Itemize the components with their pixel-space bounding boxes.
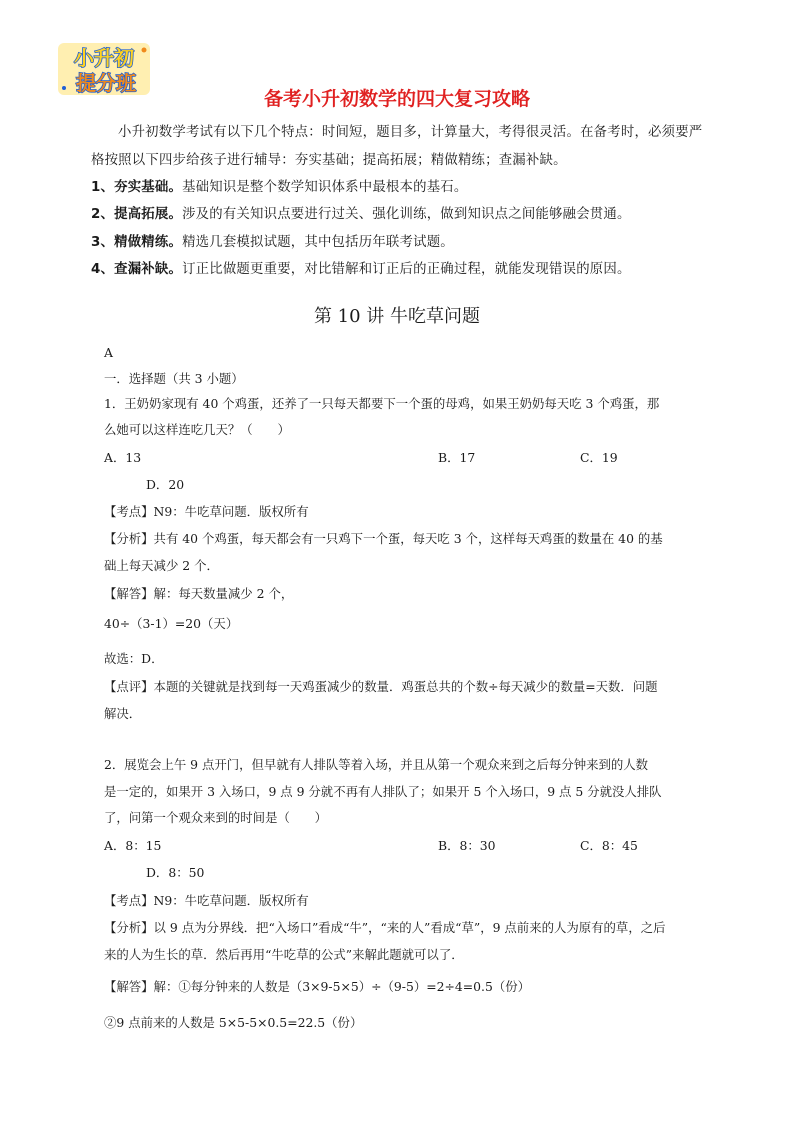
q1-dianping-line-1: 【点评】本题的关键就是找到每一天鸡蛋减少的数量．鸡蛋总共的个数÷每天减少的数量=天数．问题 [104,679,658,694]
tip-3-text: 精选几套模拟试题，其中包括历年联考试题。 [182,235,454,250]
q1-option-c: C．19 [580,450,618,465]
logo-line2: 提分班 [76,71,136,95]
q2-stem-line-2: 是一定的，如果开 3 入场口，9 点 9 分就不再有人排队了；如果开 5 个入场口，9 点 5 分就没人排队 [104,784,662,799]
q2-option-d: D．8：50 [146,865,205,880]
q2-fenxi-line-2: 来的人为生长的草．然后再用“牛吃草的公式”来解此题就可以了． [104,947,464,962]
level-label: A [104,345,113,360]
q2-stem-line-1: 2．展览会上午 9 点开门，但早就有人排队等着入场，并且从第一个观众来到之后每分钟来到的人数 [104,757,649,772]
tip-4 [91,258,631,277]
q1-option-d: D．20 [146,477,185,492]
q2-option-a: A．8：15 [104,838,162,853]
tip-2-text: 涉及的有关知识点要进行过关、强化训练，做到知识点之间能够融会贯通。 [182,207,631,222]
document-title: 备考小升初数学的四大复习攻略 [263,88,530,110]
q1-stem-line-2: 么她可以这样连吃几天？（ ） [104,422,290,437]
intro-line-2: 格按照以下四步给孩子进行辅导：夯实基础；提高拓展；精做精练；查漏补缺。 [91,153,567,168]
tip-4-title: 4、查漏补缺。 [91,262,183,277]
q1-kaodian: 【考点】N9：牛吃草问题．版权所有 [104,504,309,519]
lesson-title: 第 10 讲 牛吃草问题 [313,306,481,327]
intro-line-1: 小升初数学考试有以下几个特点：时间短，题目多，计算量大，考得很灵活。在备考时，必须要严 [118,125,703,140]
tip-3 [91,231,454,250]
tip-2 [91,203,631,222]
tip-1-title: 1、夯实基础。 [91,180,183,195]
q2-option-b: B．8：30 [438,838,496,853]
tip-2-title: 2、提高拓展。 [91,207,183,222]
q1-jieda: 【解答】解：每天数量减少 2 个， [104,586,294,601]
q2-jieda: 【解答】解：①每分钟来的人数是（3×9-5×5）÷（9-5）=2÷4=0.5（份） [104,979,531,994]
q2-step-2: ②9 点前来的人数是 5×5-5×0.5=22.5（份） [104,1015,363,1030]
q1-fenxi-line-1: 【分析】共有 40 个鸡蛋，每天都会有一只鸡下一个蛋，每天吃 3 个，这样每天鸡蛋的数量在 40 的基 [104,531,663,546]
q1-option-b: B．17 [438,450,476,465]
q1-choice: 故选：D． [104,651,164,666]
q2-stem-line-3: 了，问第一个观众来到的时间是（ ） [104,810,328,825]
tip-4-text: 订正比做题更重要，对比错解和订正后的正确过程，就能发现错误的原因。 [182,262,631,277]
q1-calc: 40÷（3-1）=20（天） [104,616,239,631]
q1-fenxi-line-2: 础上每天减少 2 个． [104,558,219,573]
tip-3-title: 3、精做精练。 [91,235,183,250]
q1-option-a: A．13 [104,450,142,465]
q2-fenxi-line-1: 【分析】以 9 点为分界线．把“入场口”看成“牛”，“来的人”看成“草”，9 点前来的人为原有的草，之后 [104,920,666,935]
section-heading: 一．选择题（共 3 小题） [104,371,244,386]
q1-dianping-line-2: 解决． [104,706,142,721]
q1-stem-line-1: 1．王奶奶家现有 40 个鸡蛋，还养了一只每天都要下一个蛋的母鸡，如果王奶奶每天吃 3 个鸡蛋，那 [104,396,660,411]
q2-option-c: C．8：45 [580,838,638,853]
tip-1 [91,176,467,195]
q2-kaodian: 【考点】N9：牛吃草问题．版权所有 [104,893,309,908]
tip-1-text: 基础知识是整个数学知识体系中最根本的基石。 [182,180,468,195]
logo-line1: 小升初 [74,46,134,70]
